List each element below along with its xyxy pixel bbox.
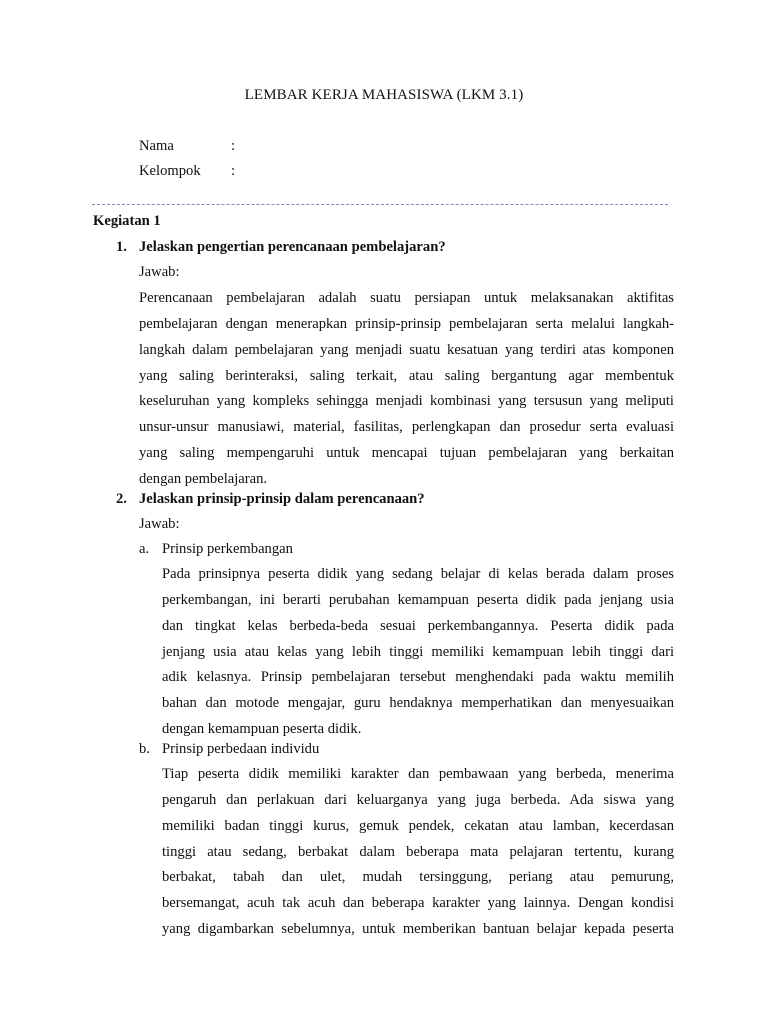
body-line: Tiap peserta didik memiliki karakter dan pembawaan yang berbeda, menerima	[162, 766, 674, 782]
body-line: berbakat, tabah dan ulet, mudah tersinggung, periang atau pemurung,	[162, 869, 674, 886]
page-title: LEMBAR KERJA MAHASISWA (LKM 3.1)	[244, 87, 524, 103]
answer-line: Perencanaan pembelajaran adalah suatu persiapan untuk melaksanakan aktifitas	[139, 290, 674, 306]
body-line: dengan kemampuan peserta didik.	[162, 721, 362, 738]
principle-a-body	[162, 562, 674, 743]
body-line: bahan dan motode mengajar, guru hendaknya memperhatikan dan menyesuaikan	[162, 695, 674, 712]
question-2-answer-label: Jawab:	[139, 516, 180, 532]
nama-colon: :	[231, 138, 236, 154]
body-line: Pada prinsipnya peserta didik yang sedang belajar di kelas berada dalam proses	[162, 566, 674, 582]
body-line: perkembangan, ini berarti perubahan kemampuan peserta didik pada jenjang usia	[162, 591, 674, 608]
dashed-divider	[92, 204, 668, 205]
kelompok-row	[139, 163, 439, 183]
answer-line: langkah dalam pembelajaran yang menjadi suatu kesatuan yang terdiri atas komponen	[139, 341, 674, 358]
answer-line: yang saling berinteraksi, saling terkait, atau saling bergantung agar membentuk	[139, 367, 674, 384]
answer-line: yang saling mempengaruhi untuk mencapai tujuan pembelajaran yang berkaitan	[139, 445, 674, 462]
question-2-text: Jelaskan prinsip-prinsip dalam perencanaan?	[139, 491, 425, 507]
body-line: tinggi atau sedang, berbakat dalam beberapa mata pelajaran tertentu, kurang	[162, 843, 674, 860]
question-1-text: Jelaskan pengertian perencanaan pembelajaran?	[139, 239, 446, 255]
body-line: dan tingkat kelas berbeda-beda sesuai perkembangannya. Peserta didik pada	[162, 617, 674, 634]
question-1-answer	[139, 286, 674, 493]
principle-b-body	[162, 762, 674, 943]
body-line: bersemangat, acuh tak acuh dan beberapa karakter yang lainnya. Dengan kondisi	[162, 895, 674, 912]
principle-a-letter: a.	[139, 541, 150, 557]
activity-heading: Kegiatan 1	[93, 213, 161, 229]
kelompok-colon: :	[231, 163, 236, 179]
nama-row	[139, 138, 439, 158]
body-line: jenjang usia atau kelas yang lebih tinggi memiliki kemampuan lebih tinggi dari	[162, 643, 674, 660]
answer-line: dengan pembelajaran.	[139, 470, 268, 487]
principle-b-letter: b.	[139, 741, 150, 757]
kelompok-label: Kelompok	[139, 163, 201, 179]
question-1-number: 1.	[116, 239, 127, 255]
body-line: pengaruh dan perlakuan dari keluarganya yang juga berbeda. Ada siswa yang	[162, 791, 674, 808]
principle-a-title: Prinsip perkembangan	[162, 541, 293, 557]
answer-line: unsur-unsur manusiawi, material, fasilitas, perlengkapan dan prosedur serta evaluasi	[139, 419, 674, 436]
principle-b-title: Prinsip perbedaan individu	[162, 741, 320, 757]
nama-label: Nama	[139, 138, 174, 154]
question-1-answer-label: Jawab:	[139, 264, 180, 280]
body-line: yang digambarkan sebelumnya, untuk memberikan bantuan belajar kepada peserta	[162, 921, 674, 938]
question-2-number: 2.	[116, 491, 127, 507]
body-line: memiliki badan tinggi kurus, gemuk pendek, cekatan atau lamban, kecerdasan	[162, 817, 674, 834]
answer-line: keseluruhan yang kompleks sehingga menjadi kombinasi yang tersusun yang meliputi	[139, 393, 674, 410]
body-line: adik kelasnya. Prinsip pembelajaran tersebut menghendaki pada waktu memilih	[162, 669, 674, 686]
answer-line: pembelajaran dengan menerapkan prinsip-prinsip pembelajaran serta melalui langkah-	[139, 315, 674, 332]
